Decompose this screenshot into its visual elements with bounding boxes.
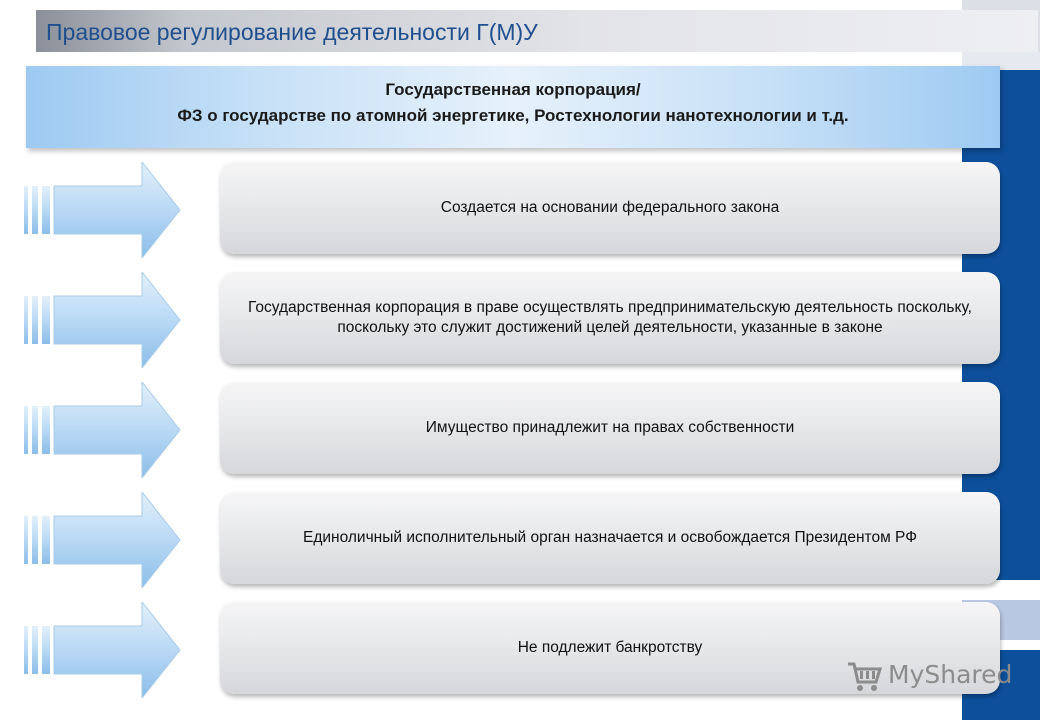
watermark — [846, 656, 1013, 696]
card-text: Имущество принадлежит на правах собственности — [425, 419, 795, 436]
info-card — [220, 382, 1000, 474]
striped-arrow-icon — [24, 382, 184, 478]
title-bar — [36, 10, 1038, 52]
slide-title: Правовое регулирование деятельности Г(М)У — [46, 19, 538, 45]
striped-arrow-icon — [24, 162, 184, 258]
cart-icon — [846, 660, 882, 692]
striped-arrow-icon — [24, 492, 184, 588]
header-line-2: ФЗ о государстве по атомной энергетике, Ростехнологии нанотехнологии и т.д. — [177, 106, 849, 125]
list-item — [0, 382, 1002, 478]
card-text: Единоличный исполнительный орган назначается и освобождается Президентом РФ — [303, 529, 917, 546]
info-card — [220, 272, 1000, 364]
striped-arrow-icon — [24, 272, 184, 368]
card-text: Государственная корпорация в праве осуществлять предпринимательскую деятельность поскольку, поскольку это служит достижений целей деятельности, указанные в законе — [248, 299, 972, 336]
list-item — [0, 162, 1002, 258]
list-item — [0, 272, 1002, 368]
header-banner — [26, 66, 1000, 148]
info-card — [220, 162, 1000, 254]
info-card — [220, 492, 1000, 584]
list-item — [0, 492, 1002, 588]
striped-arrow-icon — [24, 602, 184, 698]
watermark-text: MyShared — [888, 660, 1013, 689]
card-text: Создается на основании федерального закона — [440, 199, 780, 216]
header-line-1: Государственная корпорация/ — [385, 80, 641, 99]
card-text: Не подлежит банкротству — [517, 639, 703, 656]
